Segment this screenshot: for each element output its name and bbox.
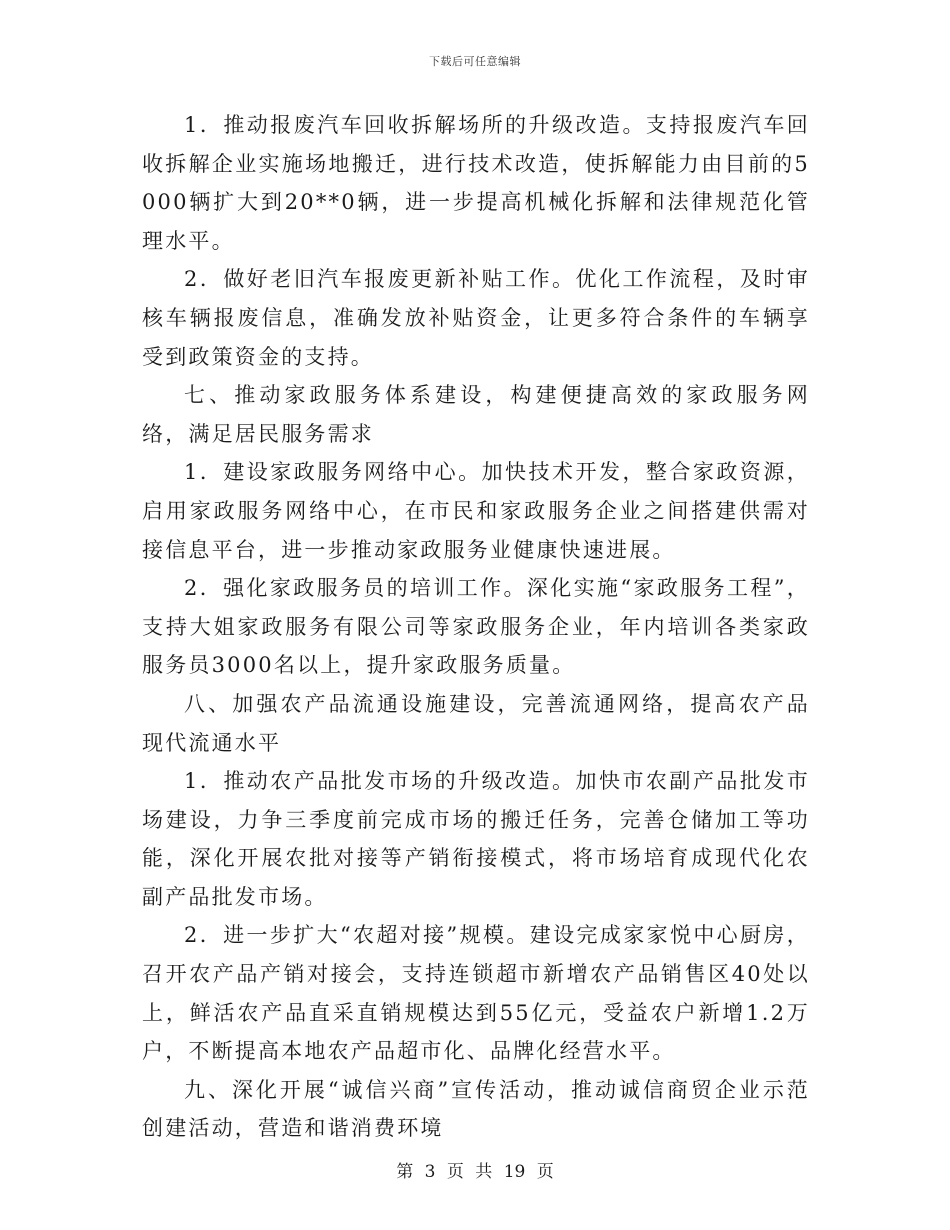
paragraph-wholesale-market: 1．推动农产品批发市场的升级改造。加快市农副产品批发市场建设，力争三季度前完成市场的搬迁任务，完善仓储加工等功能，深化开展农批对接等产销衔接模式，将市场培育成现代化农副产品批发市场。 [142, 769, 810, 909]
page-header: 下载后可任意编辑 [429, 55, 521, 68]
document-body [142, 106, 810, 1148]
paragraph-housekeeping-training: 2．强化家政服务员的培训工作。深化实施“家政服务工程”，支持大姐家政服务有限公司等家政服务企业，年内培训各类家政服务员3000名以上，提升家政服务质量。 [142, 576, 810, 678]
paragraph-farm-supermarket: 2．进一步扩大“农超对接”规模。建设完成家家悦中心厨房，召开农产品产销对接会，支持连锁超市新增农产品销售区40处以上，鲜活农产品直采直销规模达到55亿元，受益农户新增1.2万户，不断提高本地农产品超市化、品牌化经营水平。 [142, 923, 810, 1064]
paragraph-scrap-subsidy: 2．做好老旧汽车报废更新补贴工作。优化工作流程，及时审核车辆报废信息，准确发放补贴资金，让更多符合条件的车辆享受到政策资金的支持。 [142, 267, 810, 369]
page-number-footer: 第 3 页 共 19 页 [396, 1162, 554, 1182]
section-heading-integrity: 九、深化开展“诚信兴商”宣传活动，推动诚信商贸企业示范创建活动，营造和谐消费环境 [142, 1077, 810, 1141]
paragraph-scrap-car-upgrade: 1．推动报废汽车回收拆解场所的升级改造。支持报废汽车回收拆解企业实施场地搬迁，进行技术改造，使拆解能力由目前的5000辆扩大到20**0辆，进一步提高机械化拆解和法律规范化管理水平。 [142, 113, 810, 253]
section-heading-housekeeping: 七、推动家政服务体系建设，构建便捷高效的家政服务网络，满足居民服务需求 [142, 383, 810, 446]
paragraph-housekeeping-network: 1．建设家政服务网络中心。加快技术开发，整合家政资源，启用家政服务网络中心，在市民和家政服务企业之间搭建供需对接信息平台，进一步推动家政服务业健康快速进展。 [142, 460, 810, 562]
section-heading-agri-circulation: 八、加强农产品流通设施建设，完善流通网络，提高农产品现代流通水平 [142, 691, 810, 755]
